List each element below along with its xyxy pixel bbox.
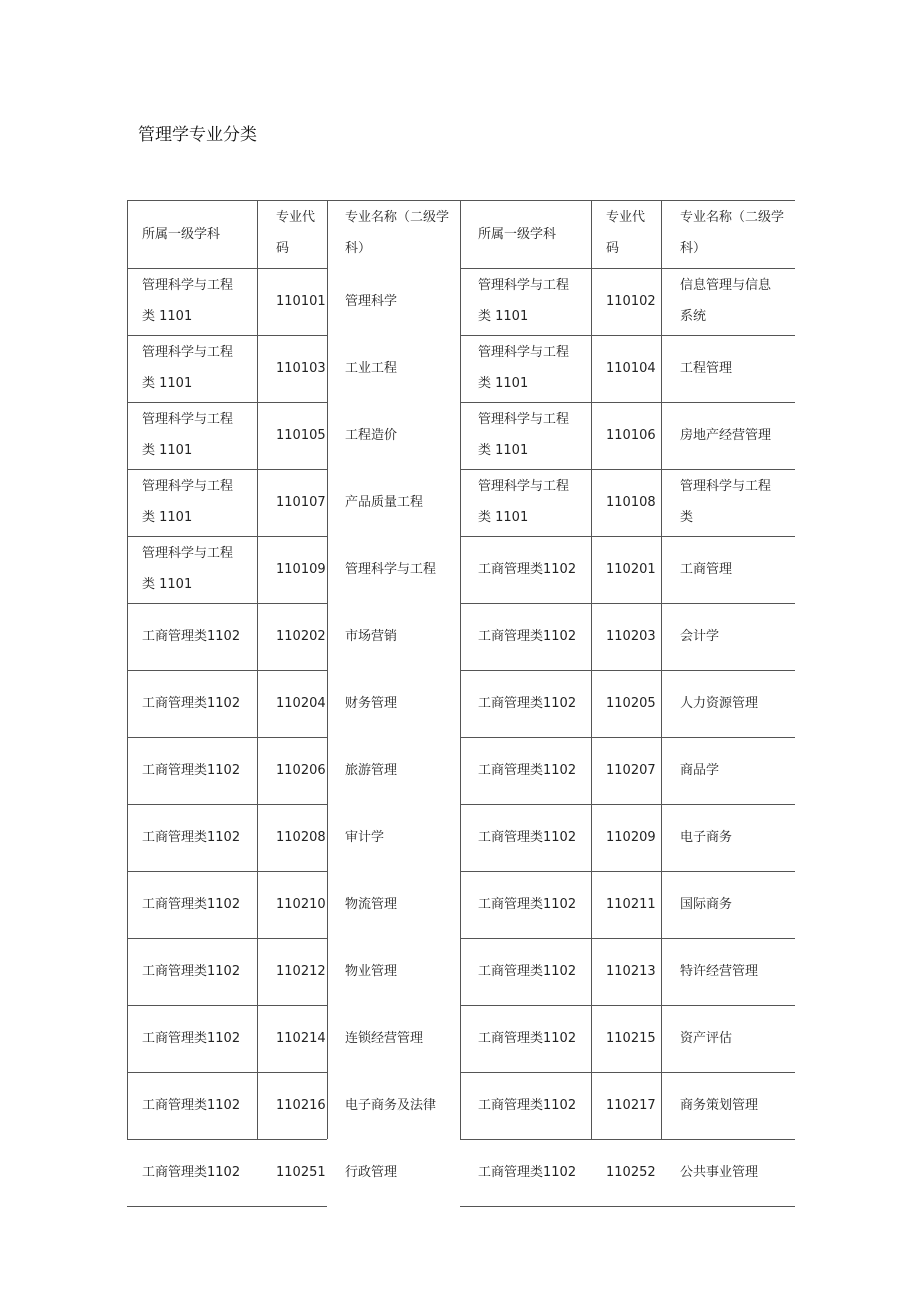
table-rule	[460, 1005, 795, 1006]
right-major-name	[680, 1157, 758, 1188]
right-major-code: 110203	[606, 629, 656, 644]
right-discipline-line: 工商管理类1102	[478, 1031, 577, 1046]
left-major-name-line: 旅游管理	[345, 763, 398, 778]
left-major-name	[345, 1023, 423, 1054]
right-discipline-line: 工商管理类1102	[478, 1165, 577, 1180]
left-discipline-line: 类 1101	[142, 577, 193, 592]
left-discipline	[142, 1023, 240, 1054]
right-major-code: 110209	[606, 830, 656, 845]
left-discipline-line: 类 1101	[142, 510, 193, 525]
left-major-name	[345, 621, 397, 652]
left-discipline	[142, 1157, 240, 1188]
left-discipline-line: 类 1101	[142, 443, 193, 458]
table-rule	[460, 200, 461, 1139]
left-major-code: 110216	[276, 1098, 326, 1113]
left-discipline-line: 工商管理类1102	[142, 897, 241, 912]
table-rule	[127, 1005, 327, 1006]
table-rule	[127, 804, 327, 805]
left-discipline-line: 工商管理类1102	[142, 1165, 241, 1180]
right-major-name-line: 工商管理	[680, 562, 733, 577]
right-discipline	[478, 621, 576, 652]
table-rule	[460, 737, 795, 738]
header-left-discipline: 所属一级学科	[142, 227, 221, 242]
right-discipline	[478, 471, 569, 533]
table-rule	[127, 200, 795, 201]
right-major-name-line: 系统	[680, 309, 707, 324]
right-major-name	[680, 822, 732, 853]
right-major-name-line: 电子商务	[680, 830, 733, 845]
left-major-name	[345, 554, 436, 585]
left-major-name	[345, 1157, 397, 1188]
right-discipline	[478, 1090, 576, 1121]
table-rule	[460, 871, 795, 872]
left-major-code: 110105	[276, 428, 326, 443]
left-major-name-line: 工业工程	[345, 361, 398, 376]
table-rule	[127, 737, 327, 738]
left-discipline	[142, 404, 233, 466]
right-major-code: 110207	[606, 763, 656, 778]
table-rule	[460, 402, 795, 403]
right-major-name-line: 资产评估	[680, 1031, 733, 1046]
right-major-name-line: 管理科学与工程	[680, 479, 772, 494]
left-discipline-line: 工商管理类1102	[142, 830, 241, 845]
right-major-name-line: 信息管理与信息	[680, 278, 772, 293]
right-major-name	[680, 1090, 758, 1121]
left-major-name-line: 电子商务及法律	[345, 1098, 437, 1113]
header-right-code-2: 码	[606, 241, 620, 256]
left-discipline	[142, 889, 240, 920]
right-major-name	[680, 621, 719, 652]
left-major-name	[345, 286, 397, 317]
right-discipline-line: 管理科学与工程	[478, 479, 570, 494]
left-major-name-line: 财务管理	[345, 696, 398, 711]
left-major-name	[345, 822, 384, 853]
left-discipline	[142, 688, 240, 719]
right-major-name-line: 国际商务	[680, 897, 733, 912]
left-discipline-line: 工商管理类1102	[142, 964, 241, 979]
left-major-name-line: 产品质量工程	[345, 495, 424, 510]
table-rule	[460, 804, 795, 805]
right-major-name-line: 人力资源管理	[680, 696, 759, 711]
table-rule	[460, 335, 795, 336]
table-rule	[127, 402, 327, 403]
table-rule	[127, 670, 327, 671]
left-discipline	[142, 270, 233, 332]
table-rule	[661, 200, 662, 1139]
right-discipline-line: 管理科学与工程	[478, 412, 570, 427]
table-rule	[127, 1206, 327, 1207]
right-discipline-line: 管理科学与工程	[478, 345, 570, 360]
right-major-name	[680, 554, 732, 585]
left-discipline-line: 管理科学与工程	[142, 546, 234, 561]
left-major-code: 110101	[276, 294, 326, 309]
table-rule	[591, 200, 592, 1139]
left-major-name-line: 管理科学	[345, 294, 398, 309]
table-rule	[127, 938, 327, 939]
right-major-code: 110104	[606, 361, 656, 376]
right-discipline	[478, 755, 576, 786]
right-discipline	[478, 956, 576, 987]
right-major-name	[680, 353, 732, 384]
header-left-code: 专业代	[276, 210, 316, 225]
left-discipline-line: 类 1101	[142, 376, 193, 391]
left-discipline-line: 工商管理类1102	[142, 763, 241, 778]
left-major-code: 110212	[276, 964, 326, 979]
left-discipline-line: 类 1101	[142, 309, 193, 324]
table-rule	[460, 536, 795, 537]
left-major-name	[345, 889, 397, 920]
right-discipline	[478, 404, 569, 466]
left-major-code: 110214	[276, 1031, 326, 1046]
left-discipline-line: 管理科学与工程	[142, 479, 234, 494]
left-discipline	[142, 621, 240, 652]
left-discipline	[142, 1090, 240, 1121]
right-major-name	[680, 688, 758, 719]
table-rule	[460, 268, 795, 269]
header-left-name: 专业名称（二级学	[345, 210, 450, 225]
left-major-name-line: 工程造价	[345, 428, 398, 443]
right-major-code: 110215	[606, 1031, 656, 1046]
right-discipline-line: 管理科学与工程	[478, 278, 570, 293]
right-discipline-line: 工商管理类1102	[478, 629, 577, 644]
left-discipline-line: 工商管理类1102	[142, 1031, 241, 1046]
right-major-name	[680, 1023, 732, 1054]
table-rule	[460, 1072, 795, 1073]
left-major-name	[345, 688, 397, 719]
left-major-name-line: 管理科学与工程	[345, 562, 437, 577]
table-rule	[127, 469, 327, 470]
right-discipline-line: 类 1101	[478, 510, 529, 525]
right-discipline-line: 工商管理类1102	[478, 897, 577, 912]
right-major-name-line: 公共事业管理	[680, 1165, 759, 1180]
left-discipline	[142, 755, 240, 786]
table-rule	[460, 603, 795, 604]
table-rule	[127, 335, 327, 336]
right-discipline-line: 类 1101	[478, 376, 529, 391]
left-major-code: 110206	[276, 763, 326, 778]
right-discipline	[478, 688, 576, 719]
right-major-code: 110102	[606, 294, 656, 309]
left-major-code: 110107	[276, 495, 326, 510]
right-discipline-line: 工商管理类1102	[478, 696, 577, 711]
right-discipline-line: 工商管理类1102	[478, 562, 577, 577]
right-major-name-line: 特许经营管理	[680, 964, 759, 979]
left-discipline-line: 管理科学与工程	[142, 278, 234, 293]
right-major-code: 110108	[606, 495, 656, 510]
left-discipline	[142, 822, 240, 853]
right-major-name-line: 工程管理	[680, 361, 733, 376]
right-discipline	[478, 889, 576, 920]
right-major-name-line: 商品学	[680, 763, 720, 778]
table-rule	[327, 200, 328, 1139]
page-title: 管理学专业分类	[138, 125, 257, 145]
left-discipline-line: 管理科学与工程	[142, 345, 234, 360]
left-major-code: 110204	[276, 696, 326, 711]
right-major-code: 110106	[606, 428, 656, 443]
right-major-name-line: 房地产经营管理	[680, 428, 772, 443]
table-rule	[127, 268, 327, 269]
right-major-name	[680, 889, 732, 920]
header-left-code-2: 码	[276, 241, 290, 256]
left-major-code: 110202	[276, 629, 326, 644]
right-major-name-line: 商务策划管理	[680, 1098, 759, 1113]
left-major-code: 110251	[276, 1165, 326, 1180]
left-major-name	[345, 353, 397, 384]
table-rule	[127, 536, 327, 537]
right-discipline	[478, 337, 569, 399]
right-major-code: 110252	[606, 1165, 656, 1180]
header-right-name-2: 科）	[680, 241, 707, 256]
right-discipline	[478, 1023, 576, 1054]
right-discipline-line: 工商管理类1102	[478, 1098, 577, 1113]
table-rule	[127, 1139, 327, 1140]
left-major-name-line: 物业管理	[345, 964, 398, 979]
right-discipline-line: 工商管理类1102	[478, 830, 577, 845]
right-discipline-line: 工商管理类1102	[478, 964, 577, 979]
header-right-code: 专业代	[606, 210, 646, 225]
right-major-code: 110205	[606, 696, 656, 711]
left-major-name-line: 市场营销	[345, 629, 398, 644]
table-rule	[127, 603, 327, 604]
left-discipline	[142, 471, 233, 533]
table-rule	[257, 200, 258, 1139]
table-rule	[460, 1206, 795, 1207]
right-discipline	[478, 554, 576, 585]
left-major-name	[345, 956, 397, 987]
left-major-name-line: 审计学	[345, 830, 385, 845]
left-major-name	[345, 1090, 436, 1121]
left-major-code: 110103	[276, 361, 326, 376]
left-discipline	[142, 956, 240, 987]
right-major-name	[680, 471, 771, 533]
table-rule	[460, 938, 795, 939]
left-discipline-line: 工商管理类1102	[142, 629, 241, 644]
right-discipline-line: 工商管理类1102	[478, 763, 577, 778]
table-rule	[127, 200, 128, 1139]
left-major-code: 110208	[276, 830, 326, 845]
left-major-name-line: 行政管理	[345, 1165, 398, 1180]
left-discipline	[142, 337, 233, 399]
right-major-code: 110211	[606, 897, 656, 912]
left-major-code: 110210	[276, 897, 326, 912]
table-rule	[127, 871, 327, 872]
right-discipline	[478, 270, 569, 332]
left-major-name	[345, 420, 397, 451]
right-major-code: 110217	[606, 1098, 656, 1113]
right-discipline	[478, 1157, 576, 1188]
table-rule	[460, 1139, 795, 1140]
header-right-name: 专业名称（二级学	[680, 210, 785, 225]
right-major-name	[680, 420, 771, 451]
right-major-name	[680, 956, 758, 987]
right-major-name	[680, 755, 719, 786]
right-major-code: 110201	[606, 562, 656, 577]
header-left-name-2: 科）	[345, 241, 372, 256]
right-discipline-line: 类 1101	[478, 309, 529, 324]
right-major-code: 110213	[606, 964, 656, 979]
left-major-name	[345, 487, 423, 518]
right-major-name-line: 类	[680, 510, 694, 525]
table-rule	[127, 1072, 327, 1073]
left-discipline	[142, 538, 233, 600]
right-major-name-line: 会计学	[680, 629, 720, 644]
right-discipline	[478, 822, 576, 853]
right-discipline-line: 类 1101	[478, 443, 529, 458]
left-major-code: 110109	[276, 562, 326, 577]
right-major-name	[680, 270, 771, 332]
left-discipline-line: 工商管理类1102	[142, 696, 241, 711]
table-rule	[460, 469, 795, 470]
table-rule	[460, 670, 795, 671]
left-major-name-line: 连锁经营管理	[345, 1031, 424, 1046]
left-discipline-line: 工商管理类1102	[142, 1098, 241, 1113]
left-major-name-line: 物流管理	[345, 897, 398, 912]
left-major-name	[345, 755, 397, 786]
header-right-discipline: 所属一级学科	[478, 227, 557, 242]
left-discipline-line: 管理科学与工程	[142, 412, 234, 427]
